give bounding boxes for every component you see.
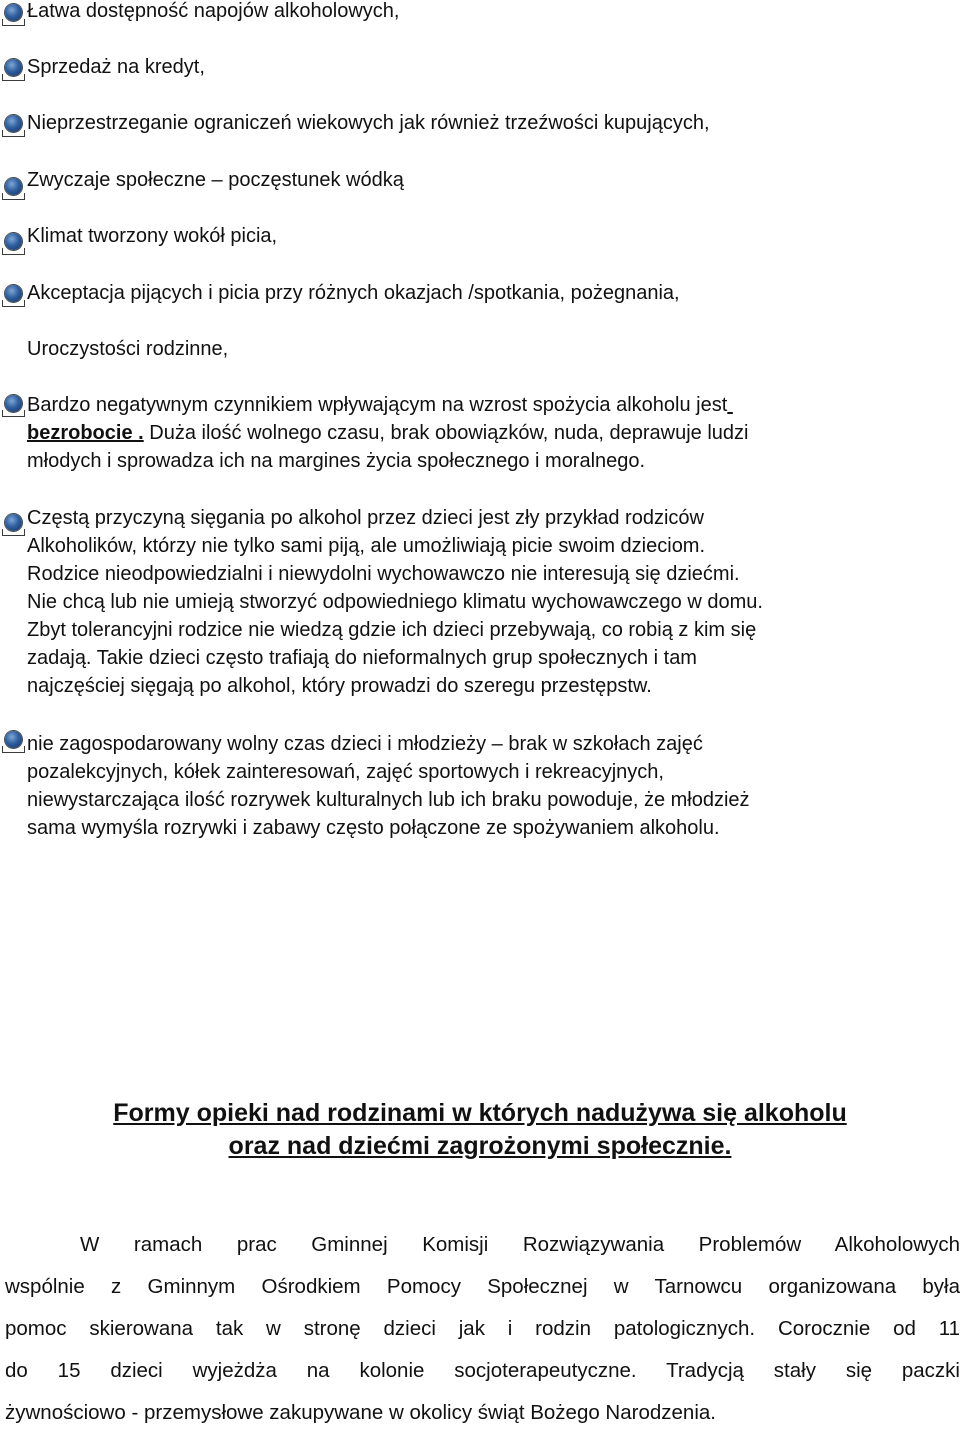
paragraph-line: Nie chcą lub nie umieją stworzyć odpowiedniego klimatu wychowawczego w domu.	[27, 591, 763, 613]
paragraph-line: zadają. Takie dzieci często trafiają do nieformalnych grup społecznych i tam	[27, 647, 697, 669]
paragraph-line: wspólnie z Gminnym Ośrodkiem Pomocy Społecznej w Tarnowcu organizowana była	[5, 1275, 960, 1298]
free-time-paragraph	[27, 730, 750, 842]
paragraph-line: pozalekcyjnych, kółek zainteresowań, zajęć sportowych i rekreacyjnych,	[27, 761, 664, 783]
list-item: Sprzedaż na kredyt,	[27, 56, 205, 78]
parents-paragraph	[27, 504, 763, 700]
blue-globe-bullet-icon	[5, 59, 22, 76]
unemployment-emphasis: bezrobocie .	[27, 422, 144, 444]
body-paragraph	[5, 1224, 960, 1434]
unemployment-line-2: bezrobocie . Duża ilość wolnego czasu, brak obowiązków, nuda, deprawuje ludzi	[27, 422, 749, 444]
blue-globe-bullet-icon	[5, 514, 22, 531]
paragraph-line: niewystarczająca ilość rozrywek kulturalnych lub ich braku powoduje, że młodzież	[27, 789, 750, 811]
paragraph-line: sama wymyśla rozrywki i zabawy często połączone ze spożywaniem alkoholu.	[27, 817, 720, 839]
blue-globe-bullet-icon	[5, 731, 22, 748]
list-item-continuation: Uroczystości rodzinne,	[27, 338, 229, 360]
list-item: Łatwa dostępność napojów alkoholowych,	[27, 0, 400, 22]
section-heading-line-1: Formy opieki nad rodzinami w których nadużywa się alkoholu	[113, 1099, 847, 1127]
paragraph-line: najczęściej sięgają po alkohol, który prowadzi do szeregu przestępstw.	[27, 675, 652, 697]
paragraph-line: Zbyt tolerancyjni rodzice nie wiedzą gdzie ich dzieci przebywają, co robią z kim się	[27, 619, 757, 641]
section-heading	[0, 1097, 960, 1163]
paragraph-line: do 15 dzieci wyjeżdża na kolonie socjoterapeutyczne. Tradycją stały się paczki	[5, 1359, 960, 1382]
list-item: Klimat tworzony wokół picia,	[27, 225, 278, 247]
paragraph-line: Rodzice nieodpowiedzialni i niewydolni wychowawczo nie interesują się dziećmi.	[27, 563, 740, 585]
blue-globe-bullet-icon	[5, 115, 22, 132]
paragraph-line: nie zagospodarowany wolny czas dzieci i młodzieży – brak w szkołach zajęć	[27, 733, 703, 755]
unemployment-paragraph	[27, 391, 749, 475]
section-heading-line-2: oraz nad dziećmi zagrożonymi społecznie.	[228, 1132, 732, 1160]
paragraph-line: pomoc skierowana tak w stronę dzieci jak i rodzin patologicznych. Corocznie od 11	[5, 1317, 960, 1340]
blue-globe-bullet-icon	[5, 4, 22, 21]
paragraph-line: Alkoholików, którzy nie tylko sami piją, ale umożliwiają picie swoim dzieciom.	[27, 535, 706, 557]
paragraph-line: W ramach prac Gminnej Komisji Rozwiązywania Problemów Alkoholowych	[80, 1233, 960, 1256]
unemployment-line-3: młodych i sprowadza ich na margines życia społecznego i moralnego.	[27, 450, 646, 472]
list-item: Zwyczaje społeczne – poczęstunek wódką	[27, 169, 404, 191]
list-item: Akceptacja pijących i picia przy różnych okazjach /spotkania, pożegnania,	[27, 282, 680, 304]
blue-globe-bullet-icon	[5, 178, 22, 195]
blue-globe-bullet-icon	[5, 285, 22, 302]
blue-globe-bullet-icon	[5, 233, 22, 250]
unemployment-line-1: Bardzo negatywnym czynnikiem wpływającym na wzrost spożycia alkoholu jest	[27, 394, 728, 416]
blue-globe-bullet-icon	[5, 395, 22, 412]
list-item: Nieprzestrzeganie ograniczeń wiekowych jak również trzeźwości kupujących,	[27, 112, 710, 134]
paragraph-line: Częstą przyczyną sięgania po alkohol przez dzieci jest zły przykład rodziców	[27, 507, 704, 529]
paragraph-line: żywnościowo - przemysłowe zakupywane w okolicy świąt Bożego Narodzenia.	[5, 1401, 716, 1424]
